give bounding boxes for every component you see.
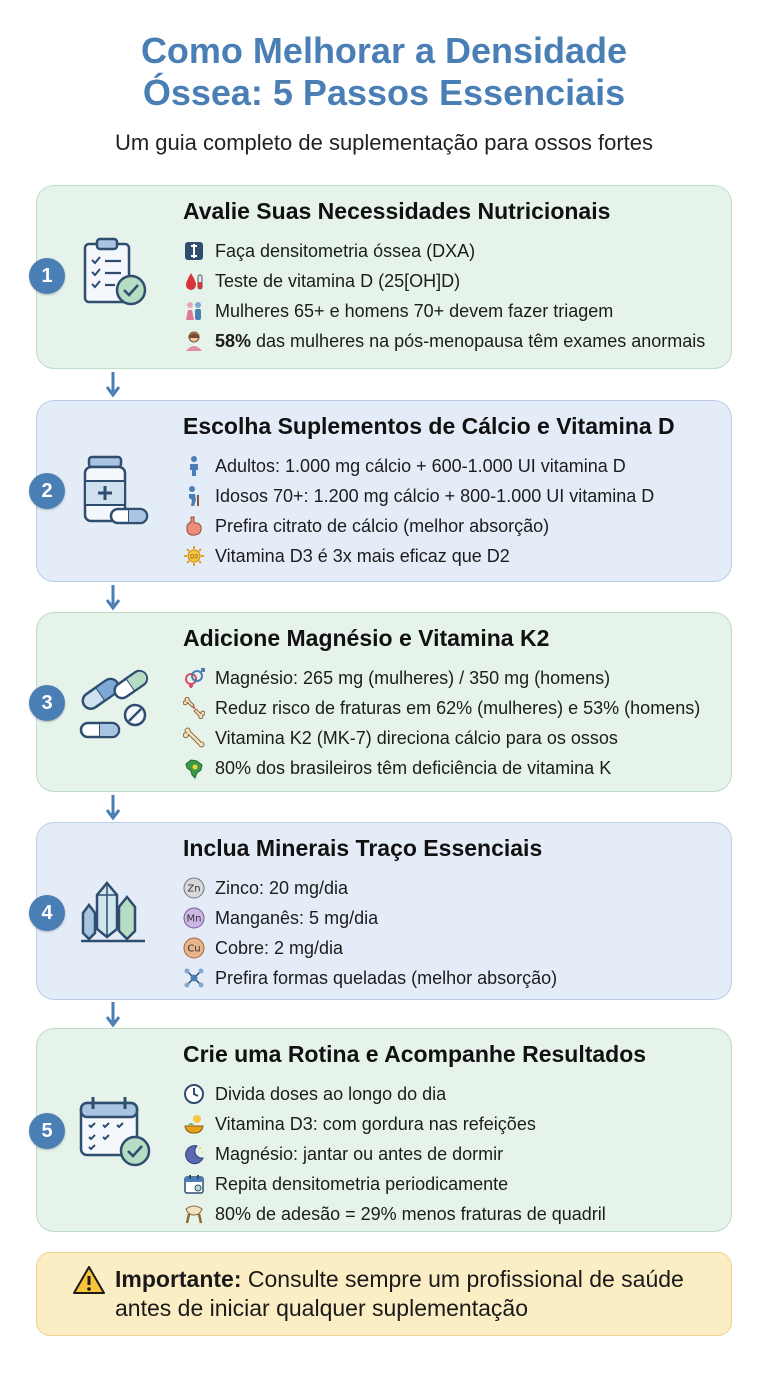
list-item: D3 Vitamina D3 é 3x mais eficaz que D2: [183, 541, 654, 571]
arrow-down-icon: [104, 1000, 122, 1030]
page-subtitle: Um guia completo de suplementação para ossos fortes: [114, 130, 654, 155]
list-item: Faça densitometria óssea (DXA): [183, 236, 705, 266]
list-item: Reduz risco de fraturas em 62% (mulheres) e 53% (homens): [183, 693, 700, 723]
meal-icon: [183, 1113, 205, 1135]
step-card-4: [36, 822, 732, 1000]
molecule-icon: [183, 967, 205, 989]
list-item: Vitamina K2 (MK-7) direciona cálcio para os ossos: [183, 723, 700, 753]
brazil-map-icon: [183, 757, 205, 779]
broken-bone-icon: [183, 697, 205, 719]
list-item: Teste de vitamina D (25[OH]D): [183, 266, 705, 296]
arrow-down-icon: [104, 583, 122, 613]
clipboard-checklist-icon: [77, 236, 153, 312]
svg-text:Zn: Zn: [187, 883, 201, 895]
moon-icon: [183, 1143, 205, 1165]
title-line-2: Óssea: 5 Passos Essenciais: [142, 72, 626, 113]
list-item: 80% de adesão = 29% menos fraturas de quadril: [183, 1199, 606, 1229]
step-number-badge: 3: [29, 685, 65, 721]
step-title: Adicione Magnésio e Vitamina K2: [183, 625, 550, 651]
list-item: Magnésio: jantar ou antes de dormir: [183, 1139, 606, 1169]
woman-icon: [183, 330, 205, 352]
elderly-icon: [183, 485, 205, 507]
list-item: Mn Manganês: 5 mg/dia: [183, 903, 557, 933]
list-item: Prefira citrato de cálcio (melhor absorção): [183, 511, 654, 541]
bone-icon: [183, 727, 205, 749]
note-text: Importante: Consulte sempre um profissional de saúde antes de iniciar qualquer suplementação: [115, 1266, 684, 1321]
list-item: 80% dos brasileiros têm deficiência de vitamina K: [183, 753, 700, 783]
calendar-icon: [183, 1173, 205, 1195]
step-items: [183, 663, 700, 783]
bone-scan-icon: [183, 240, 205, 262]
list-item: Prefira formas queladas (melhor absorção): [183, 963, 557, 993]
step-title: Escolha Suplementos de Cálcio e Vitamina D: [183, 413, 675, 439]
list-item: Zn Zinco: 20 mg/dia: [183, 873, 557, 903]
list-item: Idosos 70+: 1.200 mg cálcio + 800-1.000 UI vitamina D: [183, 481, 654, 511]
pills-icon: [77, 665, 153, 741]
list-item: Repita densitometria periodicamente: [183, 1169, 606, 1199]
step-number-badge: 5: [29, 1113, 65, 1149]
list-item: Cu Cobre: 2 mg/dia: [183, 933, 557, 963]
important-note: [36, 1252, 732, 1336]
list-item: Divida doses ao longo do dia: [183, 1079, 606, 1109]
crystal-icon: [77, 875, 153, 951]
step-number-badge: 2: [29, 473, 65, 509]
stomach-icon: [183, 515, 205, 537]
warning-icon: [73, 1265, 105, 1295]
zinc-icon: [183, 877, 205, 899]
svg-text:Cu: Cu: [187, 943, 201, 955]
step-number-badge: 4: [29, 895, 65, 931]
svg-text:Mn: Mn: [186, 913, 202, 925]
step-card-3: [36, 612, 732, 792]
step-items: [183, 236, 705, 356]
arrow-down-icon: [104, 793, 122, 823]
couple-icon: [183, 300, 205, 322]
step-items: [183, 451, 654, 571]
gender-icon: [183, 667, 205, 689]
clock-icon: [183, 1083, 205, 1105]
list-item: Adultos: 1.000 mg cálcio + 600-1.000 UI vitamina D: [183, 451, 654, 481]
step-card-2: [36, 400, 732, 582]
svg-text:D3: D3: [190, 554, 198, 561]
list-item: Magnésio: 265 mg (mulheres) / 350 mg (homens): [183, 663, 700, 693]
title-line-1: Como Melhorar a Densidade: [140, 30, 628, 71]
step-items: [183, 873, 557, 993]
copper-icon: [183, 937, 205, 959]
step-title: Crie uma Rotina e Acompanhe Resultados: [183, 1041, 647, 1067]
list-item: Vitamina D3: com gordura nas refeições: [183, 1109, 606, 1139]
manganese-icon: [183, 907, 205, 929]
list-item: 58% das mulheres na pós-menopausa têm exames anormais: [183, 326, 705, 356]
supplement-bottle-icon: [77, 453, 153, 529]
step-title: Avalie Suas Necessidades Nutricionais: [183, 198, 611, 224]
step-items: [183, 1079, 606, 1229]
calendar-check-icon: [77, 1093, 153, 1169]
arrow-down-icon: [104, 370, 122, 400]
step-card-5: [36, 1028, 732, 1232]
hip-icon: [183, 1203, 205, 1225]
sun-icon: [183, 545, 205, 567]
step-card-1: [36, 185, 732, 369]
page-title: [0, 30, 768, 114]
list-item: Mulheres 65+ e homens 70+ devem fazer triagem: [183, 296, 705, 326]
adult-icon: [183, 455, 205, 477]
step-title: Inclua Minerais Traço Essenciais: [183, 835, 543, 861]
step-number-badge: 1: [29, 258, 65, 294]
blood-drop-icon: [183, 270, 205, 292]
